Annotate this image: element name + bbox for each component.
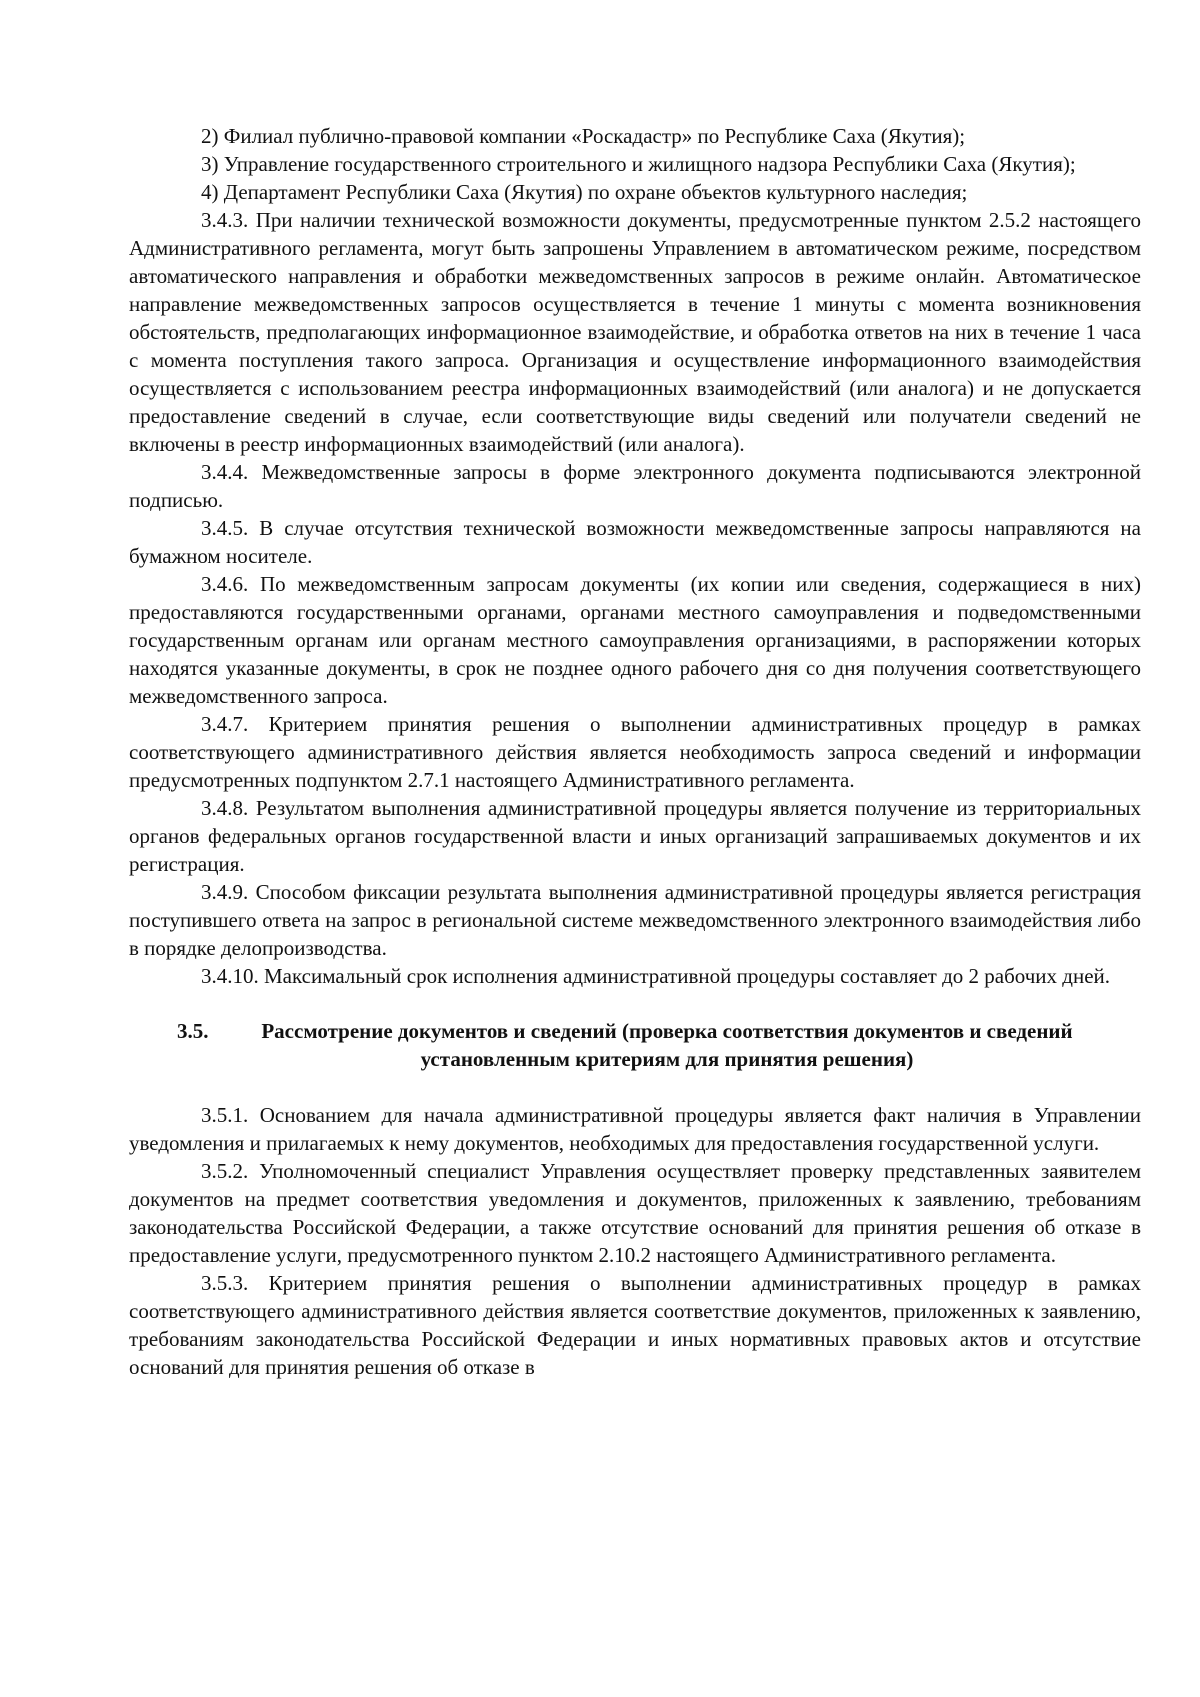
paragraph-3-4-3: 3.4.3. При наличии технической возможности документы, предусмотренные пунктом 2.5.2 настоящего Административного регламента, могут быть запрошены Управлением в автоматическом режиме, посредством автоматического направления и обработки межведомственных запросов в режиме онлайн. Автоматическое направление межведомственных запросов осуществляется в течение 1 минуты с момента возникновения обстоятельств, предполагающих информационное взаимодействие, и обработка ответов на них в течение 1 часа с момента поступления такого запроса. Организация и осуществление информационного взаимодействия осуществляется с использованием реестра информационных взаимодействий (или аналога) и не допускается предоставление сведений в случае, если соответствующие виды сведений или получатели сведений не включены в реестр информационных взаимодействий (или аналога). — [129, 208, 1141, 456]
section-heading — [129, 1017, 1141, 1073]
paragraph-3-4-7: 3.4.7. Критерием принятия решения о выполнении административных процедур в рамках соответствующего административного действия является необходимость запроса сведений и информации предусмотренных подпунктом 2.7.1 настоящего Административного регламента. — [129, 712, 1141, 792]
paragraph-3-4-4: 3.4.4. Межведомственные запросы в форме электронного документа подписываются электронной подписью. — [129, 460, 1141, 512]
paragraph-3-4-5: 3.4.5. В случае отсутствия технической возможности межведомственные запросы направляются на бумажном носителе. — [129, 516, 1141, 568]
section-number: 3.5. — [177, 1019, 209, 1043]
paragraph-3-5-3: 3.5.3. Критерием принятия решения о выполнении административных процедур в рамках соответствующего административного действия является соответствие документов, приложенных к заявлению, требованиям законодательства Российской Федерации и иных нормативных правовых актов и отсутствие оснований для принятия решения об отказе в — [129, 1271, 1141, 1379]
paragraph-3-5-2: 3.5.2. Уполномоченный специалист Управления осуществляет проверку представленных заявителем документов на предмет соответствия уведомления и документов, приложенных к заявлению, требованиям законодательства Российской Федерации, а также отсутствие оснований для принятия решения об отказе в предоставление услуги, предусмотренного пунктом 2.10.2 настоящего Административного регламента. — [129, 1159, 1141, 1267]
paragraph-3-5-1: 3.5.1. Основанием для начала административной процедуры является факт наличия в Управлении уведомления и прилагаемых к нему документов, необходимых для предоставления государственной услуги. — [129, 1103, 1141, 1155]
paragraph-item-3: 3) Управление государственного строительного и жилищного надзора Республики Саха (Якутия); — [201, 152, 1076, 176]
document-page — [129, 122, 1141, 1381]
section-title: Рассмотрение документов и сведений (проверка соответствия документов и сведений установленным критериям для принятия решения) — [261, 1019, 1073, 1071]
paragraph-3-4-8: 3.4.8. Результатом выполнения административной процедуры является получение из территориальных органов федеральных органов государственной власти и иных организаций запрашиваемых документов и их регистрация. — [129, 796, 1141, 876]
paragraph-3-4-10: 3.4.10. Максимальный срок исполнения административной процедуры составляет до 2 рабочих дней. — [201, 964, 1111, 988]
paragraph-3-4-9: 3.4.9. Способом фиксации результата выполнения административной процедуры является регистрация поступившего ответа на запрос в региональной системе межведомственного электронного взаимодействия либо в порядке делопроизводства. — [129, 880, 1141, 960]
paragraph-3-4-6: 3.4.6. По межведомственным запросам документы (их копии или сведения, содержащиеся в них) предоставляются государственными органами, органами местного самоуправления и подведомственными государственным органам или органам местного самоуправления организациями, в распоряжении которых находятся указанные документы, в срок не позднее одного рабочего дня со дня получения соответствующего межведомственного запроса. — [129, 572, 1141, 708]
paragraph-item-2: 2) Филиал публично-правовой компании «Роскадастр» по Республике Саха (Якутия); — [201, 124, 966, 148]
paragraph-item-4: 4) Департамент Республики Саха (Якутия) по охране объектов культурного наследия; — [201, 180, 968, 204]
